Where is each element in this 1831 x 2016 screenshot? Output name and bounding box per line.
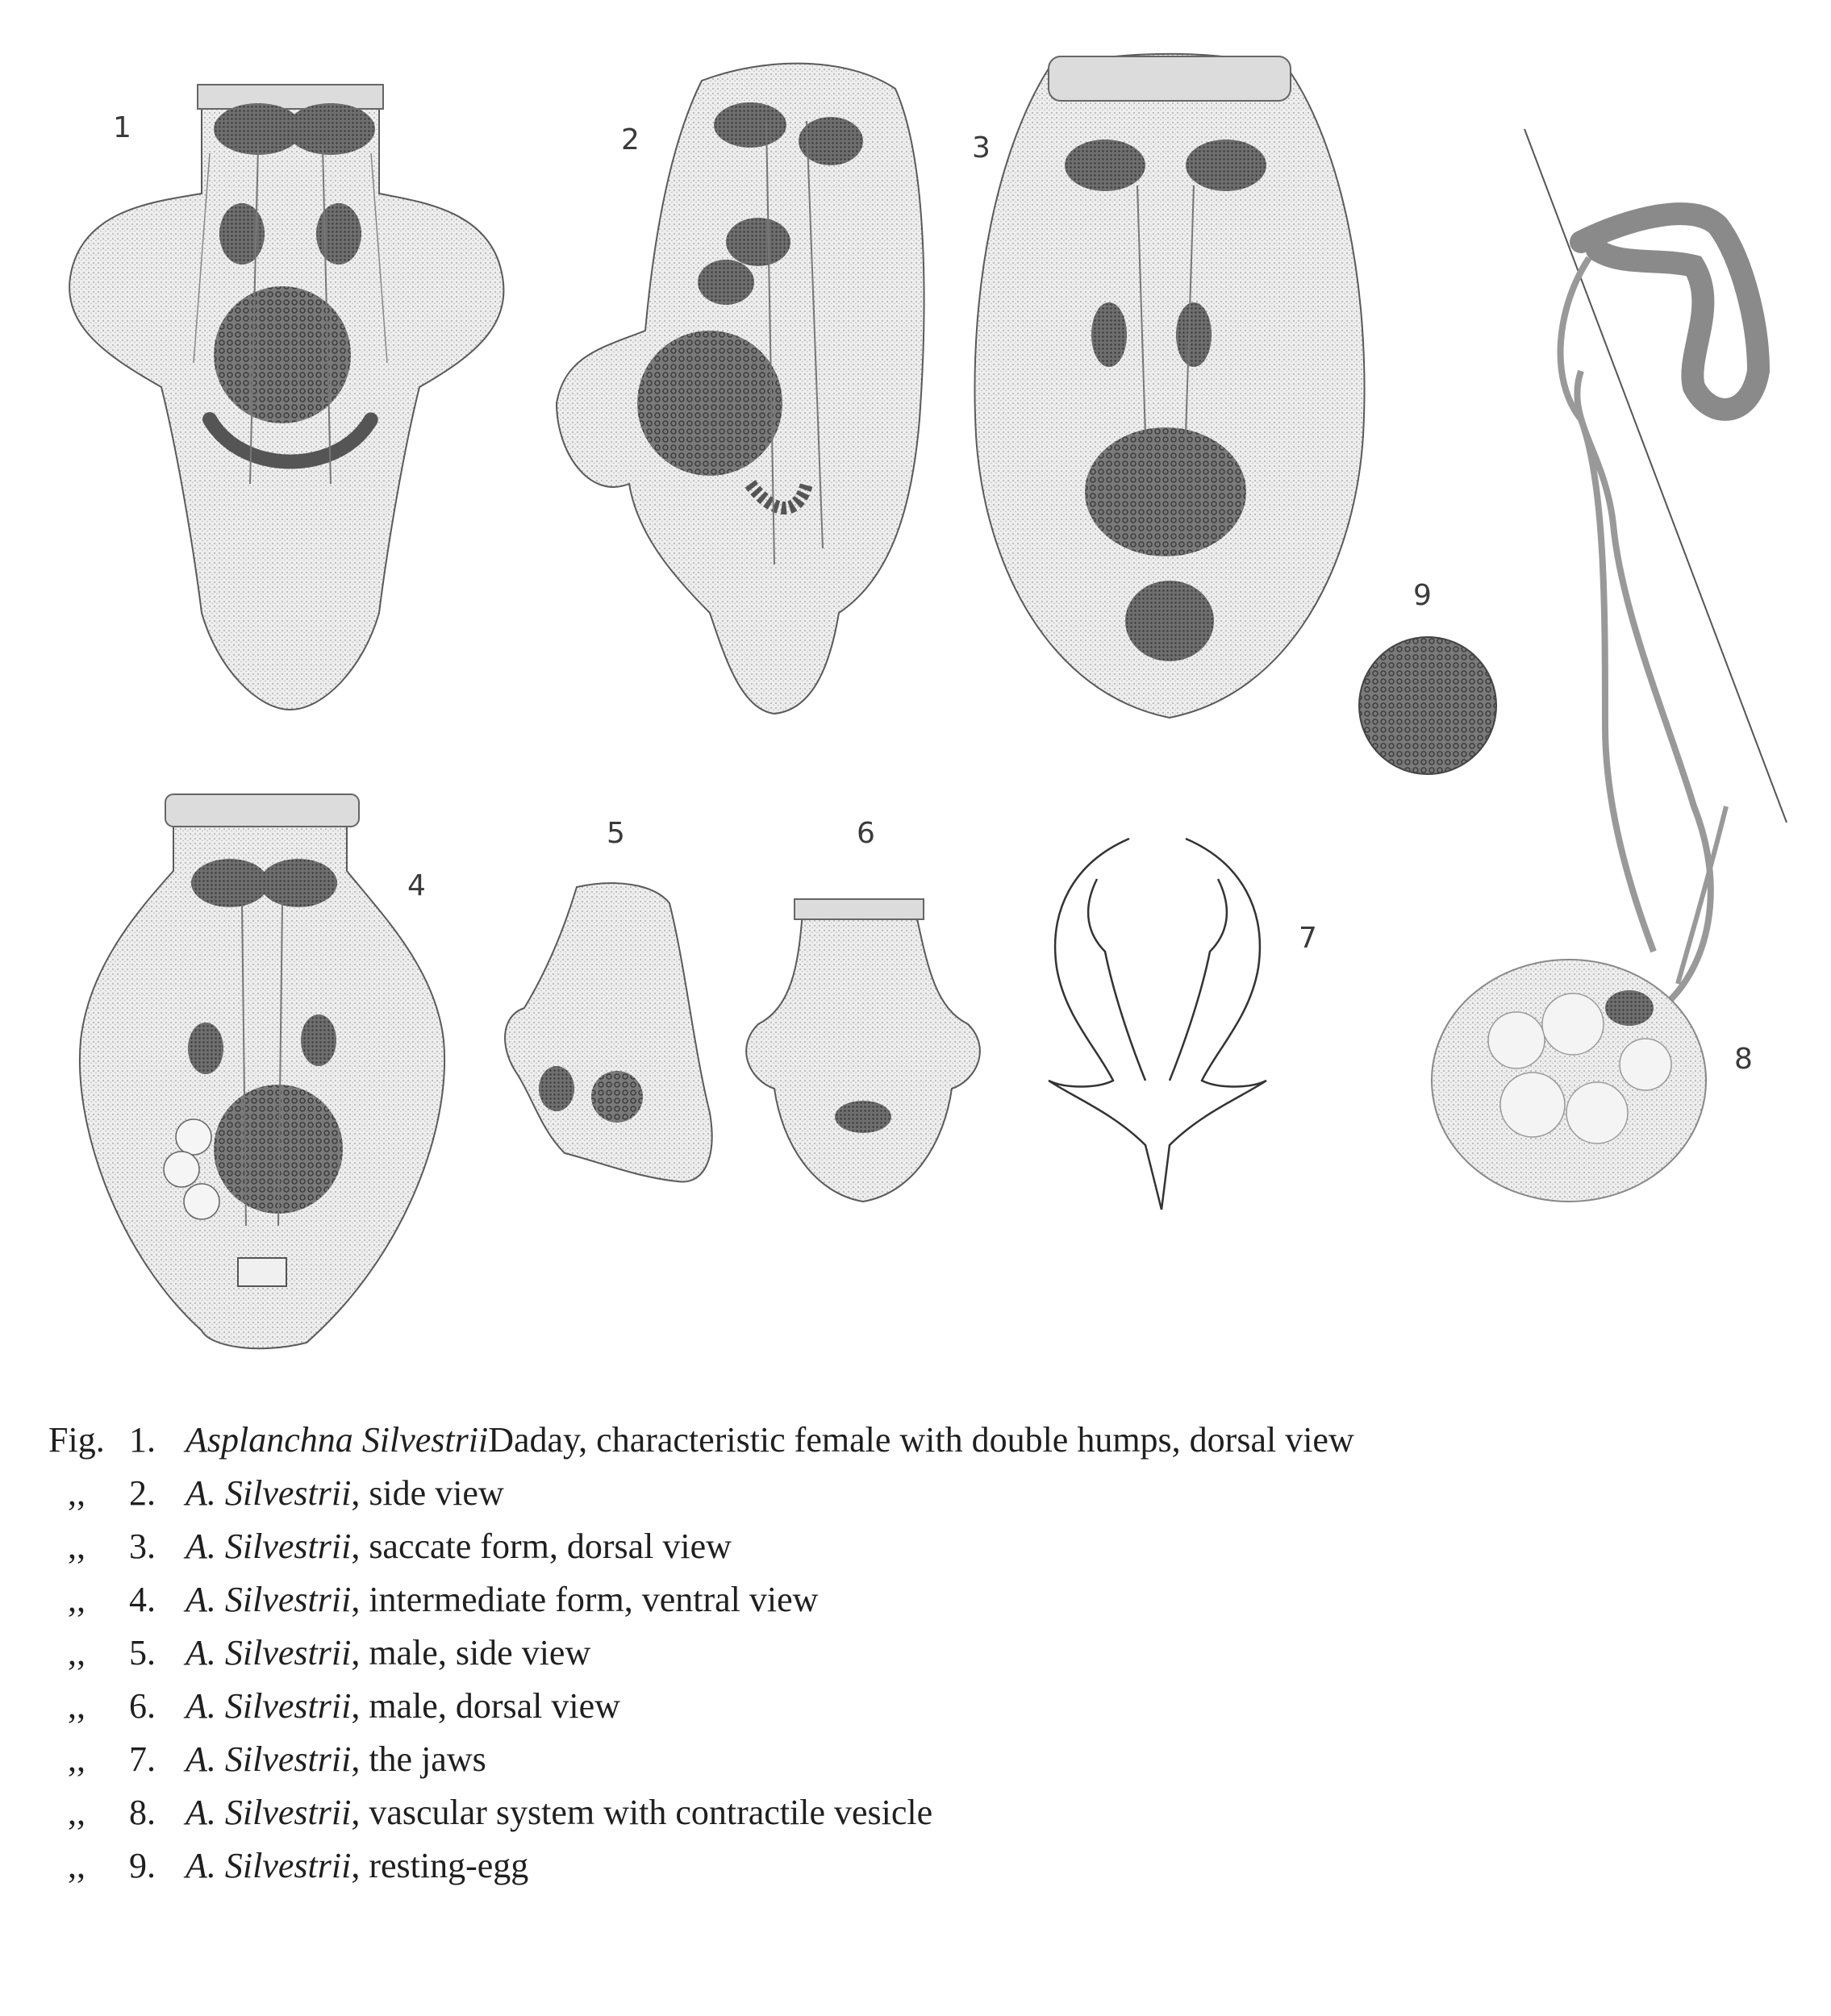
legend-row bbox=[48, 1419, 1783, 1472]
figure-label-5: 5 bbox=[607, 817, 625, 850]
legend-row bbox=[48, 1685, 1783, 1739]
legend-description: , vascular system with contractile vesicle bbox=[351, 1793, 933, 1832]
legend-description: Daday, characteristic female with double humps, dorsal view bbox=[488, 1420, 1354, 1460]
legend-number: 9. bbox=[129, 1846, 156, 1885]
legend-description: , saccate form, dorsal view bbox=[351, 1527, 732, 1566]
legend-species: A. Silvestrii bbox=[186, 1473, 352, 1513]
figure-legend bbox=[48, 1419, 1783, 1898]
legend-description: , male, side view bbox=[351, 1633, 591, 1672]
legend-species: A. Silvestrii bbox=[186, 1686, 352, 1726]
figure-6-male-dorsal bbox=[746, 817, 980, 1202]
legend-prefix: ,, bbox=[68, 1633, 86, 1672]
figure-3-saccate-dorsal bbox=[972, 54, 1365, 718]
legend-species: A. Silvestrii bbox=[186, 1793, 352, 1832]
legend-row bbox=[48, 1739, 1783, 1792]
legend-prefix: ,, bbox=[68, 1739, 86, 1779]
legend-row bbox=[48, 1792, 1783, 1845]
legend-number: 6. bbox=[129, 1686, 156, 1726]
figure-label-3: 3 bbox=[972, 131, 991, 165]
legend-prefix: ,, bbox=[68, 1793, 86, 1832]
figure-label-4: 4 bbox=[407, 869, 426, 902]
legend-row bbox=[48, 1632, 1783, 1685]
figure-label-7: 7 bbox=[1299, 922, 1317, 955]
legend-species: A. Silvestrii bbox=[186, 1527, 352, 1566]
legend-species: Asplanchna Silvestrii bbox=[186, 1420, 489, 1460]
legend-prefix: ,, bbox=[68, 1527, 86, 1566]
figure-label-6: 6 bbox=[857, 817, 875, 850]
legend-species: A. Silvestrii bbox=[186, 1739, 352, 1779]
legend-description: , male, dorsal view bbox=[351, 1686, 620, 1726]
figure-9-resting-egg bbox=[1359, 579, 1496, 774]
legend-number: 7. bbox=[129, 1739, 156, 1779]
figure-label-1: 1 bbox=[113, 111, 131, 144]
legend-species: A. Silvestrii bbox=[186, 1580, 352, 1619]
legend-row bbox=[48, 1845, 1783, 1898]
legend-number: 4. bbox=[129, 1580, 156, 1619]
figure-2-side-view bbox=[557, 64, 924, 714]
figure-label-8: 8 bbox=[1734, 1043, 1753, 1076]
legend-description: , the jaws bbox=[351, 1739, 486, 1779]
legend-number: 1. bbox=[129, 1420, 156, 1460]
legend-row bbox=[48, 1579, 1783, 1632]
figure-7-jaws bbox=[1049, 839, 1317, 1210]
figure-1-female-dorsal bbox=[69, 85, 503, 710]
figure-5-male-side bbox=[505, 817, 712, 1182]
legend-prefix: ,, bbox=[68, 1580, 86, 1619]
legend-number: 5. bbox=[129, 1633, 156, 1672]
figure-label-9: 9 bbox=[1413, 579, 1432, 612]
legend-species: A. Silvestrii bbox=[186, 1633, 352, 1672]
legend-row bbox=[48, 1526, 1783, 1579]
legend-number: 3. bbox=[129, 1527, 156, 1566]
legend-description: , intermediate form, ventral view bbox=[351, 1580, 819, 1619]
figure-label-2: 2 bbox=[621, 123, 640, 156]
legend-prefix: ,, bbox=[68, 1846, 86, 1885]
legend-row bbox=[48, 1472, 1783, 1526]
legend-prefix: Fig. bbox=[48, 1420, 105, 1460]
legend-number: 2. bbox=[129, 1473, 156, 1513]
legend-number: 8. bbox=[129, 1793, 156, 1832]
legend-prefix: ,, bbox=[68, 1686, 86, 1726]
figure-4-intermediate-ventral bbox=[80, 794, 444, 1348]
legend-species: A. Silvestrii bbox=[186, 1846, 352, 1885]
figure-8-vascular-system bbox=[1432, 129, 1787, 1202]
legend-description: , resting-egg bbox=[351, 1846, 529, 1885]
legend-prefix: ,, bbox=[68, 1473, 86, 1513]
legend-description: , side view bbox=[351, 1473, 504, 1513]
